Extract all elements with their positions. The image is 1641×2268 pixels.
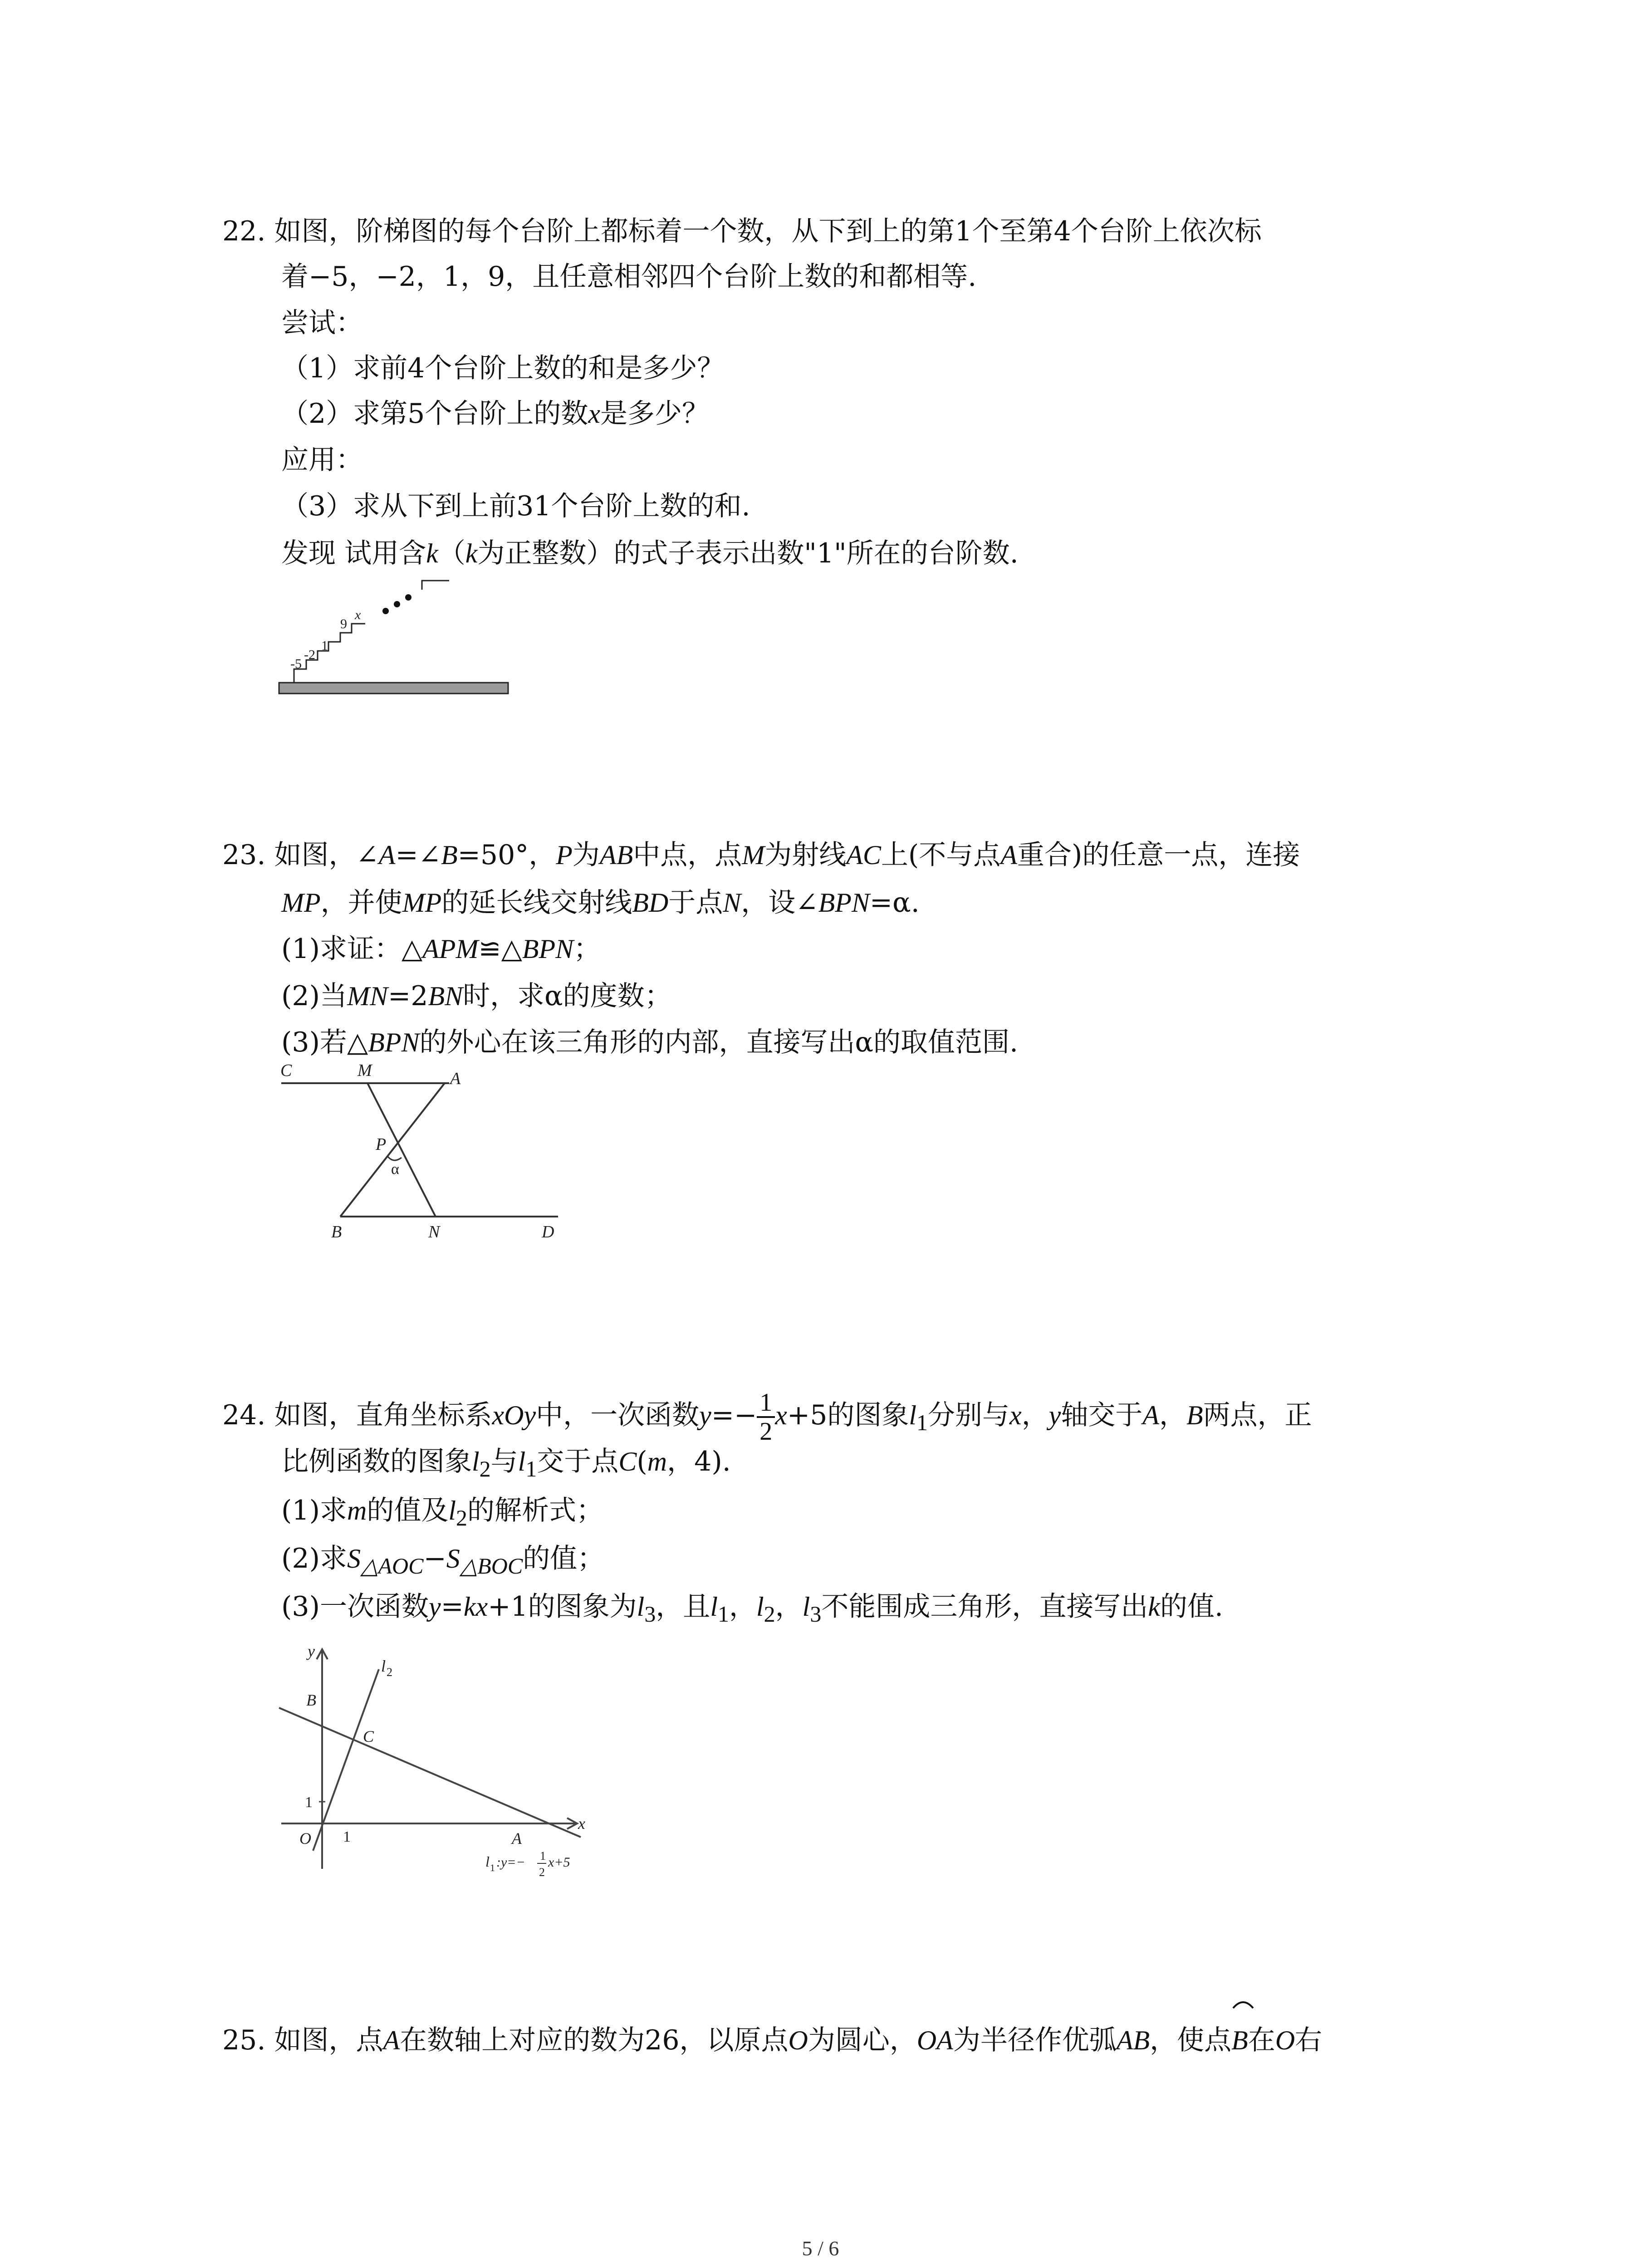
label-d: D <box>542 1222 554 1242</box>
variable: BN <box>428 981 463 1011</box>
variable: A <box>383 2025 400 2055</box>
text: =50°， <box>457 839 556 871</box>
text: 的值. <box>1160 1591 1224 1623</box>
text: =2 <box>388 980 428 1012</box>
text: 着−5，−2，1，9，且任意相邻四个台阶上数的和都相等. <box>281 261 977 293</box>
ellipsis-dot <box>405 594 411 601</box>
variable: APM <box>422 934 479 964</box>
text: 交于点 <box>537 1446 619 1477</box>
text: =∠ <box>395 839 441 871</box>
subscript: 1 <box>525 1456 537 1481</box>
variable: l <box>637 1592 645 1622</box>
q23-line-5 <box>281 1024 1018 1061</box>
variable: O <box>788 2025 808 2055</box>
q22-line-8 <box>281 535 1019 572</box>
variable: m <box>347 1496 367 1525</box>
angle-figure <box>272 1057 572 1247</box>
variable: MP <box>402 888 442 918</box>
variable: l <box>909 1400 917 1430</box>
variable: l <box>518 1447 526 1476</box>
variable: BD <box>632 888 669 918</box>
step-label-5: x <box>355 607 361 622</box>
text: 如图，阶梯图的每个台阶上都标着一个数，从下到上的第1个至第4个台阶上依次标 <box>274 215 1262 247</box>
text: ， <box>729 1591 756 1623</box>
variable: BPN <box>368 1027 420 1057</box>
q24-line-3 <box>281 1492 603 1536</box>
subscript: 2 <box>764 1601 775 1627</box>
denominator: 2 <box>759 1418 773 1446</box>
variable: A <box>1142 1400 1159 1430</box>
variable: l <box>756 1592 764 1622</box>
text: ≌△ <box>478 933 522 965</box>
text: ，并使 <box>320 887 402 919</box>
steps-top <box>422 581 449 590</box>
q24-line-2 <box>281 1443 731 1487</box>
variable: x <box>1009 1400 1022 1430</box>
variable: xOy <box>492 1400 536 1430</box>
caption-eq: :y=− <box>496 1855 525 1870</box>
subscript: 2 <box>456 1505 468 1530</box>
text: 如图，点 <box>274 2024 383 2056</box>
variable: B <box>1186 1400 1203 1430</box>
question-number: 25. <box>222 2024 266 2056</box>
label-x: x <box>578 1814 585 1833</box>
variable: S <box>446 1544 460 1574</box>
text: 两点，正 <box>1203 1399 1312 1431</box>
text: 发现 试用含 <box>281 538 426 569</box>
variable: MP <box>281 888 321 918</box>
label-c: C <box>280 1061 292 1080</box>
variable: O <box>1275 2025 1295 2055</box>
variable: l <box>710 1592 718 1622</box>
question-number: 23. <box>222 839 266 871</box>
text: (1)求证：△ <box>281 933 423 965</box>
q22-line-6 <box>281 442 363 478</box>
text: 在 <box>1248 2024 1275 2056</box>
text: 为 <box>572 839 600 871</box>
text: 的值； <box>523 1543 605 1574</box>
coordinate-figure <box>272 1642 599 1887</box>
subscript: 3 <box>644 1601 656 1627</box>
variable: m <box>647 1447 667 1476</box>
arc-ab: AB <box>1116 2025 1150 2055</box>
text: =α. <box>869 887 920 919</box>
text: 为正整数）的式子表示出数"1"所在的台阶数. <box>477 538 1019 569</box>
text: ； <box>573 933 601 965</box>
label-b: B <box>306 1691 316 1709</box>
text: (3)一次函数 <box>281 1591 429 1623</box>
variable: AC <box>846 840 881 870</box>
q22-line-4 <box>281 350 724 386</box>
text: ( <box>637 1446 647 1477</box>
q24-line-4 <box>281 1540 604 1584</box>
q23-line-2 <box>281 885 920 921</box>
text: （2）求第5个台阶上的数 <box>281 398 588 430</box>
step-label-4: 9 <box>340 616 347 631</box>
variable: k <box>1148 1592 1160 1622</box>
arc-mark <box>1230 1994 1257 2012</box>
text: +5的图象 <box>787 1399 909 1431</box>
text: 与 <box>490 1446 518 1477</box>
ellipsis-dot <box>382 608 389 614</box>
angle-arc <box>388 1157 402 1160</box>
q22-line-7 <box>281 488 750 524</box>
variable: BPN <box>522 934 574 964</box>
variable: x <box>588 399 600 429</box>
text: 的外心在该三角形的内部，直接写出α的取值范围. <box>419 1026 1019 1058</box>
variable: x <box>775 1400 787 1430</box>
text: 如图，∠ <box>274 839 379 871</box>
label-p: P <box>376 1135 387 1154</box>
text: 时，求α的度数； <box>463 980 672 1012</box>
subscript: 1 <box>916 1410 928 1435</box>
text: 分别与 <box>928 1399 1010 1431</box>
variable: N <box>723 888 741 918</box>
text: （ <box>438 538 465 569</box>
text: 在数轴上对应的数为26，以原点 <box>400 2024 789 2056</box>
text: 的延长线交射线 <box>441 887 632 919</box>
text: (2)当 <box>281 980 347 1012</box>
q22-line-1 <box>222 213 1262 249</box>
step-label-2: -2 <box>304 647 315 662</box>
text: ，且 <box>656 1591 710 1623</box>
caption-l1: l <box>485 1853 490 1870</box>
text: 上(不与点 <box>881 839 1001 871</box>
text: （3）求从下到上前31个台阶上数的和. <box>281 490 750 522</box>
label-n: N <box>428 1222 440 1242</box>
q25-line-1 <box>222 2022 1322 2058</box>
text: ，使点 <box>1150 2024 1232 2056</box>
variable: l <box>472 1447 480 1476</box>
q22-line-3 <box>281 305 363 341</box>
text: 中点，点 <box>633 839 742 871</box>
variable: y <box>699 1400 711 1430</box>
subscript: △BOC <box>460 1553 523 1579</box>
variable: B <box>1231 2025 1248 2055</box>
variable: y <box>429 1592 441 1622</box>
variable: kx <box>463 1592 488 1622</box>
text: (3)若△ <box>281 1026 368 1058</box>
variable: B <box>441 840 458 870</box>
text: 比例函数的图象 <box>281 1446 472 1477</box>
subscript: △AOC <box>361 1553 424 1579</box>
step-label-1: -5 <box>290 656 302 671</box>
text: 重合)的任意一点，连接 <box>1017 839 1300 871</box>
label-o: O <box>299 1829 311 1848</box>
text: = <box>441 1591 464 1623</box>
step-label-3: 1 <box>321 638 328 653</box>
variable: OA <box>916 2025 953 2055</box>
text: ， <box>1159 1399 1186 1431</box>
segment-ab <box>340 1083 445 1217</box>
q22-line-5 <box>281 396 709 432</box>
page-number: 5 / 6 <box>802 2237 839 2260</box>
label-1-y: 1 <box>305 1794 313 1811</box>
variable: C <box>618 1447 637 1476</box>
text: ， <box>775 1591 803 1623</box>
caption-frac-bot: 2 <box>539 1866 545 1879</box>
subscript: 3 <box>810 1601 822 1627</box>
question-number: 22. <box>222 215 266 247</box>
text: 不能围成三角形，直接写出 <box>821 1591 1148 1623</box>
staircase-figure <box>272 569 526 701</box>
variable: BPN <box>818 888 870 918</box>
variable: M <box>742 840 765 870</box>
text: 的值及 <box>367 1495 449 1526</box>
text: ， <box>1021 1399 1049 1431</box>
label-l2: l <box>381 1657 386 1675</box>
text: (1)求 <box>281 1495 347 1526</box>
text: 为半径作优弧 <box>953 2024 1117 2056</box>
caption-tail: x+5 <box>548 1855 570 1870</box>
text: 中，一次函数 <box>536 1399 700 1431</box>
numerator: 1 <box>757 1389 775 1418</box>
subscript: 1 <box>717 1601 729 1627</box>
label-a: A <box>450 1069 461 1088</box>
variable: k <box>465 538 478 568</box>
text: − <box>423 1543 446 1574</box>
q23-line-3 <box>281 931 601 967</box>
subscript: 2 <box>479 1456 491 1481</box>
text: 为圆心， <box>808 2024 917 2056</box>
label-m: M <box>358 1061 372 1080</box>
caption-l1-sub: 1 <box>490 1862 495 1873</box>
text: 的解析式； <box>467 1495 604 1526</box>
text: 轴交于 <box>1061 1399 1143 1431</box>
variable: k <box>426 538 438 568</box>
variable: P <box>556 840 573 870</box>
text: +1的图象为 <box>488 1591 637 1623</box>
variable: l <box>802 1592 810 1622</box>
text: 尝试： <box>281 307 363 339</box>
caption-frac-top: 1 <box>540 1849 546 1862</box>
fraction <box>757 1389 775 1445</box>
label-1-x: 1 <box>343 1828 351 1845</box>
text: （1）求前4个台阶上数的和是多少？ <box>281 352 725 384</box>
text: 右 <box>1295 2024 1323 2056</box>
text: ，设∠ <box>741 887 818 919</box>
label-b: B <box>331 1222 342 1242</box>
text: (2)求 <box>281 1543 347 1574</box>
variable: AB <box>599 840 633 870</box>
variable: A <box>1000 840 1017 870</box>
variable: S <box>347 1544 361 1574</box>
text: 于点 <box>668 887 723 919</box>
ground-bar <box>279 683 508 694</box>
text: 应用： <box>281 444 363 476</box>
text: 为射线 <box>764 839 847 871</box>
q23-line-1 <box>222 837 1300 873</box>
variable: A <box>378 840 396 870</box>
label-y: y <box>308 1642 315 1660</box>
label-l2-sub: 2 <box>387 1666 392 1679</box>
text: 是多少？ <box>600 398 709 430</box>
variable: MN <box>347 981 388 1011</box>
ellipsis-dot <box>394 601 400 607</box>
variable: l <box>448 1496 456 1525</box>
label-c: C <box>363 1727 374 1745</box>
q22-line-2 <box>281 259 976 295</box>
text: =− <box>711 1399 757 1431</box>
label-a: A <box>512 1829 522 1848</box>
question-number: 24. <box>222 1399 266 1431</box>
variable: y <box>1048 1400 1061 1430</box>
q23-line-4 <box>281 978 672 1014</box>
text: ，4). <box>667 1446 731 1477</box>
q24-line-5 <box>281 1589 1223 1632</box>
label-alpha: α <box>391 1161 399 1178</box>
text: 如图，直角坐标系 <box>274 1399 492 1431</box>
